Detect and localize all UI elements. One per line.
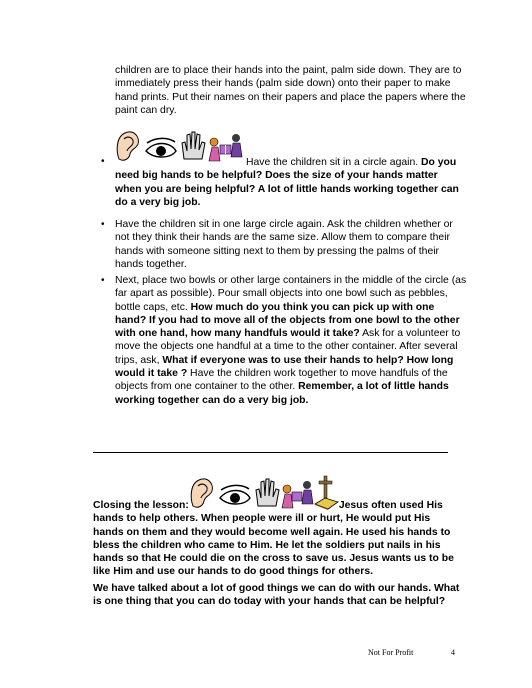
bullet-3-normal-2: Ask for a volunteer to move the objects one handful at a time to the other container. After several trips, ask, — [115, 328, 461, 366]
section-divider — [93, 452, 448, 453]
intro-paragraph: children are to place their hands into the paint, palm side down. They are to immediately press their hands (palm side down) onto their paper to make hand prints. Put their names on their papers and place the papers where the paint can dry. — [115, 65, 466, 116]
footer-label: Not For Profit — [368, 648, 414, 657]
hand-icon — [182, 132, 205, 159]
final-paragraph: We have talked about a lot of good things we can do with our hands. What is one thing that you can do today with your hands that can be helpful? — [93, 583, 460, 608]
bullet-1-normal: Have the children sit in a circle again. — [246, 157, 421, 168]
eye-icon — [146, 138, 176, 157]
closing-text: Jesus often used His hands to help others. When people were ill or hurt, He would put His hands on them and they would become well again. He used his hands to bless the children who came to Him. He let the soldiers put nails in his hands so that He could die on the cross to save us. Jesus wants us to be like Him and use our hands to do good things for others. — [93, 500, 454, 578]
bullet-3-bold-1: How much do you think you can pick up with one hand? If you had to move all of the objects from one bowl to the other with one hand, how many handfuls would it take? — [115, 301, 460, 340]
bullet-1-text — [115, 156, 467, 209]
bullet-marker: • — [101, 219, 105, 230]
bullet-1-bold: Do you need big hands to be helpful? Does the size of your hands matter when you are being helpful? A lot of little hands working together can do a very big job. — [115, 157, 459, 208]
bullet-marker: • — [101, 275, 105, 286]
bullet-3-bold-2: What if everyone was to use their hands to help? How long would it take ? — [115, 354, 454, 380]
bullet-3-normal-1: Next, place two bowls or other large containers in the middle of the circle (as far apart as possible). Pour small objects into one bowl such as pebbles, bottle caps, etc. — [115, 275, 467, 313]
page-number: 4 — [451, 648, 455, 657]
bullet-3-bold-3: Remember, a lot of little hands working together can do a very big job. — [115, 381, 449, 406]
closing-label: Closing the lesson: — [93, 500, 189, 511]
closing-paragraph — [93, 499, 461, 579]
bullet-3-normal-3: Have the children work together to move handfuls of the objects from one container to the other. — [115, 368, 448, 393]
bullet-marker: • — [101, 156, 105, 167]
bullet-2-text: Have the children sit in one large circle again. Ask the children whether or not they think their hands are the same size. Allow them to compare their hands with someone sitting next to them by pressing the palms of their hands together. — [115, 219, 453, 270]
bullet-3-text — [115, 274, 467, 407]
